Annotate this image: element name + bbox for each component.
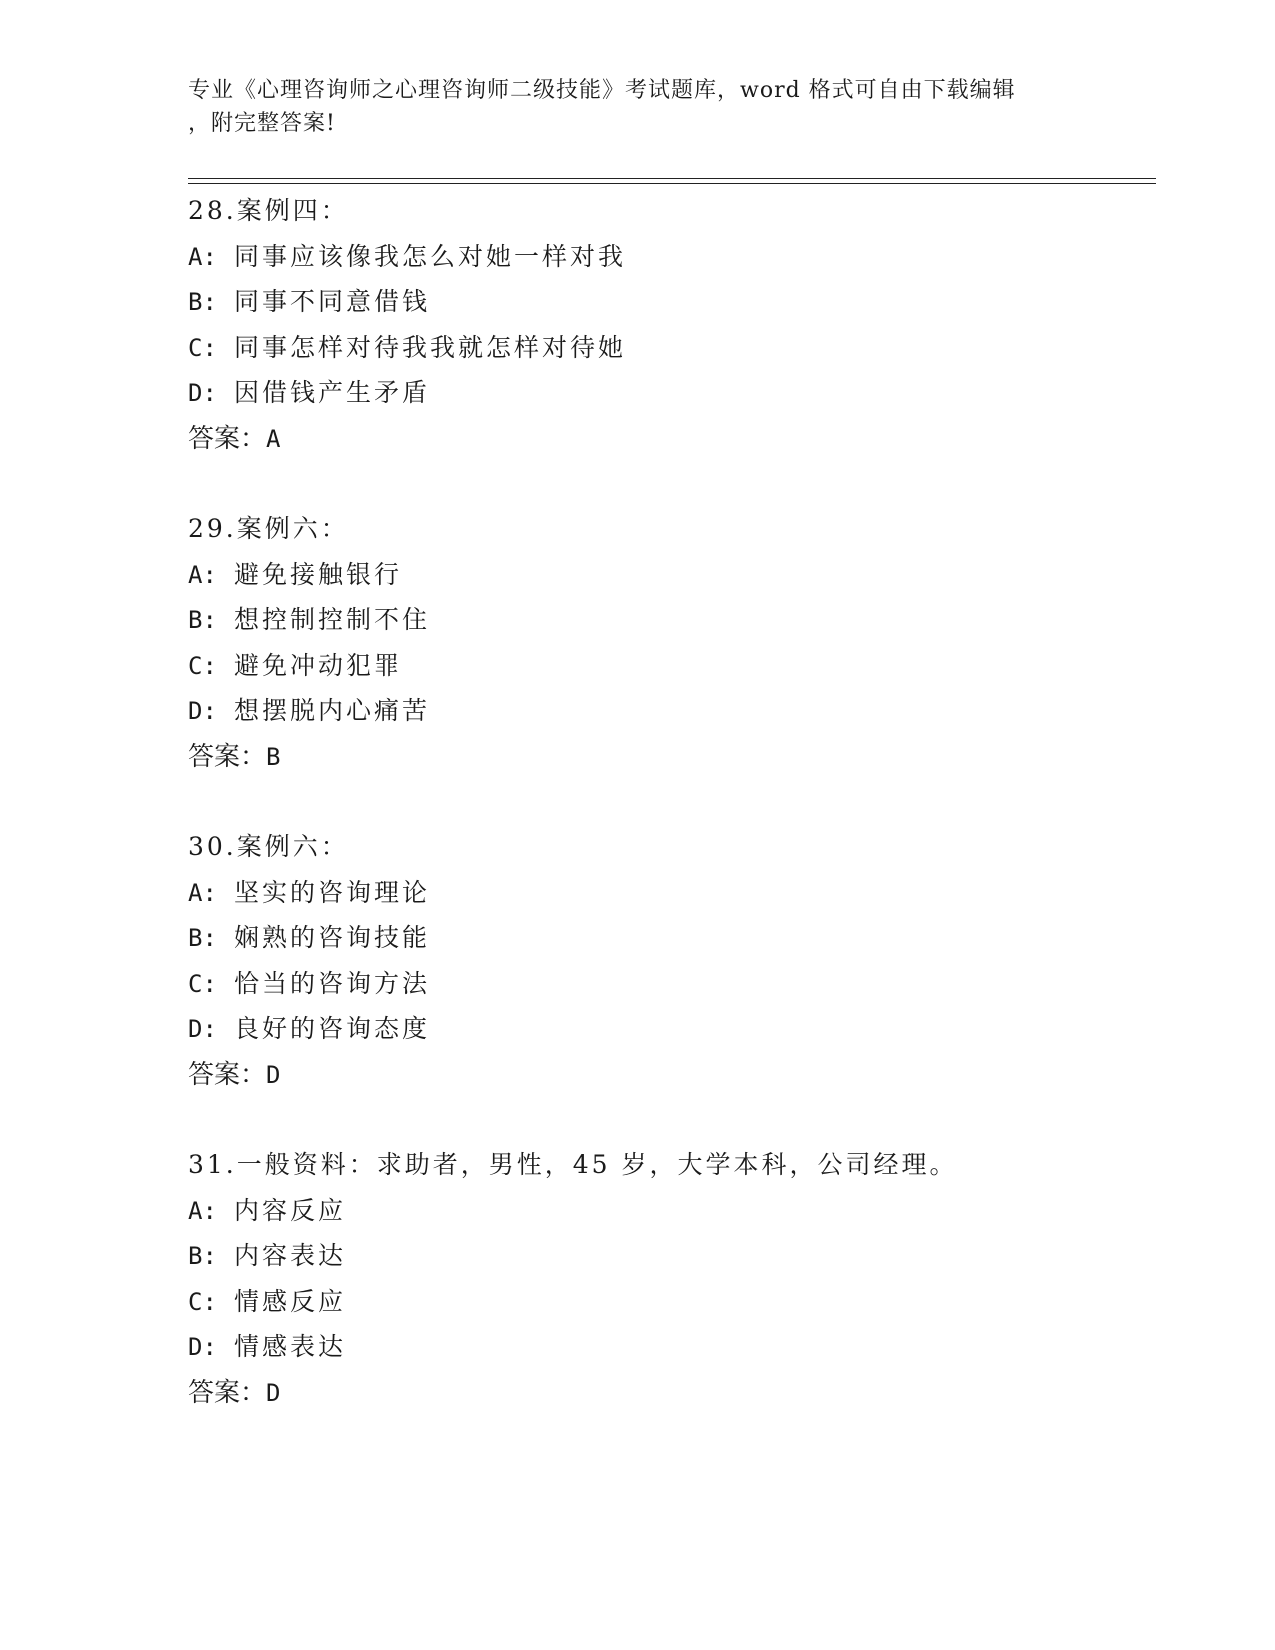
option-text: 内容表达 [234, 1241, 347, 1270]
option-letter: D: [188, 1333, 217, 1361]
option-text: 娴熟的咨询技能 [234, 923, 431, 952]
option-a [188, 870, 1148, 916]
answer-line [188, 416, 1148, 462]
header-line-1: 专业《心理咨询师之心理咨询师二级技能》考试题库，word 格式可自由下载编辑 [188, 78, 1016, 103]
header-divider-top [188, 178, 1156, 179]
answer-line [188, 1370, 1148, 1416]
question-title: 28.案例四： [188, 196, 349, 225]
option-d [188, 1324, 1148, 1370]
option-c [188, 961, 1148, 1007]
question-30 [188, 824, 1148, 1098]
option-letter: A: [188, 1196, 217, 1225]
option-text: 同事应该像我怎么对她一样对我 [234, 241, 627, 271]
option-d [188, 370, 1148, 416]
document-header [188, 74, 1088, 140]
header-line-2: ，附完整答案! [188, 111, 336, 136]
question-title: 29.案例六： [188, 514, 349, 543]
option-text: 同事怎样对待我我就怎样对待她 [234, 332, 627, 362]
answer-label: 答案： [188, 1059, 267, 1090]
option-b [188, 279, 1148, 325]
option-letter: D: [188, 379, 217, 407]
option-text: 内容反应 [234, 1195, 347, 1225]
option-c [188, 643, 1148, 689]
answer-label: 答案： [188, 1377, 267, 1408]
option-c [188, 1279, 1148, 1325]
option-text: 因借钱产生矛盾 [234, 378, 431, 407]
option-letter: A: [188, 242, 217, 271]
option-text: 想摆脱内心痛苦 [234, 696, 431, 725]
option-letter: B: [188, 1242, 217, 1270]
option-b [188, 1233, 1148, 1279]
question-title: 31.一般资料：求助者，男性，45 岁，大学本科，公司经理。 [188, 1150, 958, 1179]
option-letter: C: [188, 333, 217, 362]
question-28 [188, 188, 1148, 462]
option-text: 同事不同意借钱 [234, 287, 431, 316]
option-letter: B: [188, 606, 217, 634]
option-b [188, 597, 1148, 643]
answer-value: B [266, 742, 281, 771]
option-text: 良好的咨询态度 [234, 1014, 431, 1043]
option-a [188, 1188, 1148, 1234]
answer-label: 答案： [188, 741, 267, 772]
question-title: 30.案例六： [188, 832, 349, 861]
option-text: 避免接触银行 [234, 559, 403, 589]
option-d [188, 1006, 1148, 1052]
option-letter: A: [188, 560, 217, 589]
option-letter: D: [188, 1015, 217, 1043]
option-c [188, 325, 1148, 371]
option-letter: C: [188, 969, 217, 998]
option-d [188, 688, 1148, 734]
answer-value: D [266, 1060, 281, 1089]
answer-label: 答案： [188, 423, 267, 454]
option-text: 情感表达 [234, 1332, 347, 1361]
option-letter: C: [188, 651, 217, 680]
question-31 [188, 1142, 1148, 1416]
answer-line [188, 734, 1148, 780]
option-letter: D: [188, 697, 217, 725]
answer-value: A [266, 424, 281, 453]
option-text: 情感反应 [234, 1286, 347, 1316]
option-letter: B: [188, 288, 217, 316]
option-letter: B: [188, 924, 217, 952]
question-29 [188, 506, 1148, 780]
option-letter: A: [188, 878, 217, 907]
option-a [188, 234, 1148, 280]
option-a [188, 552, 1148, 598]
option-text: 想控制控制不住 [234, 605, 431, 634]
option-text: 恰当的咨询方法 [234, 968, 431, 998]
option-letter: C: [188, 1287, 217, 1316]
option-b [188, 915, 1148, 961]
answer-line [188, 1052, 1148, 1098]
header-divider-bottom [188, 183, 1156, 184]
answer-value: D [266, 1378, 281, 1407]
option-text: 坚实的咨询理论 [234, 877, 431, 907]
option-text: 避免冲动犯罪 [234, 650, 403, 680]
